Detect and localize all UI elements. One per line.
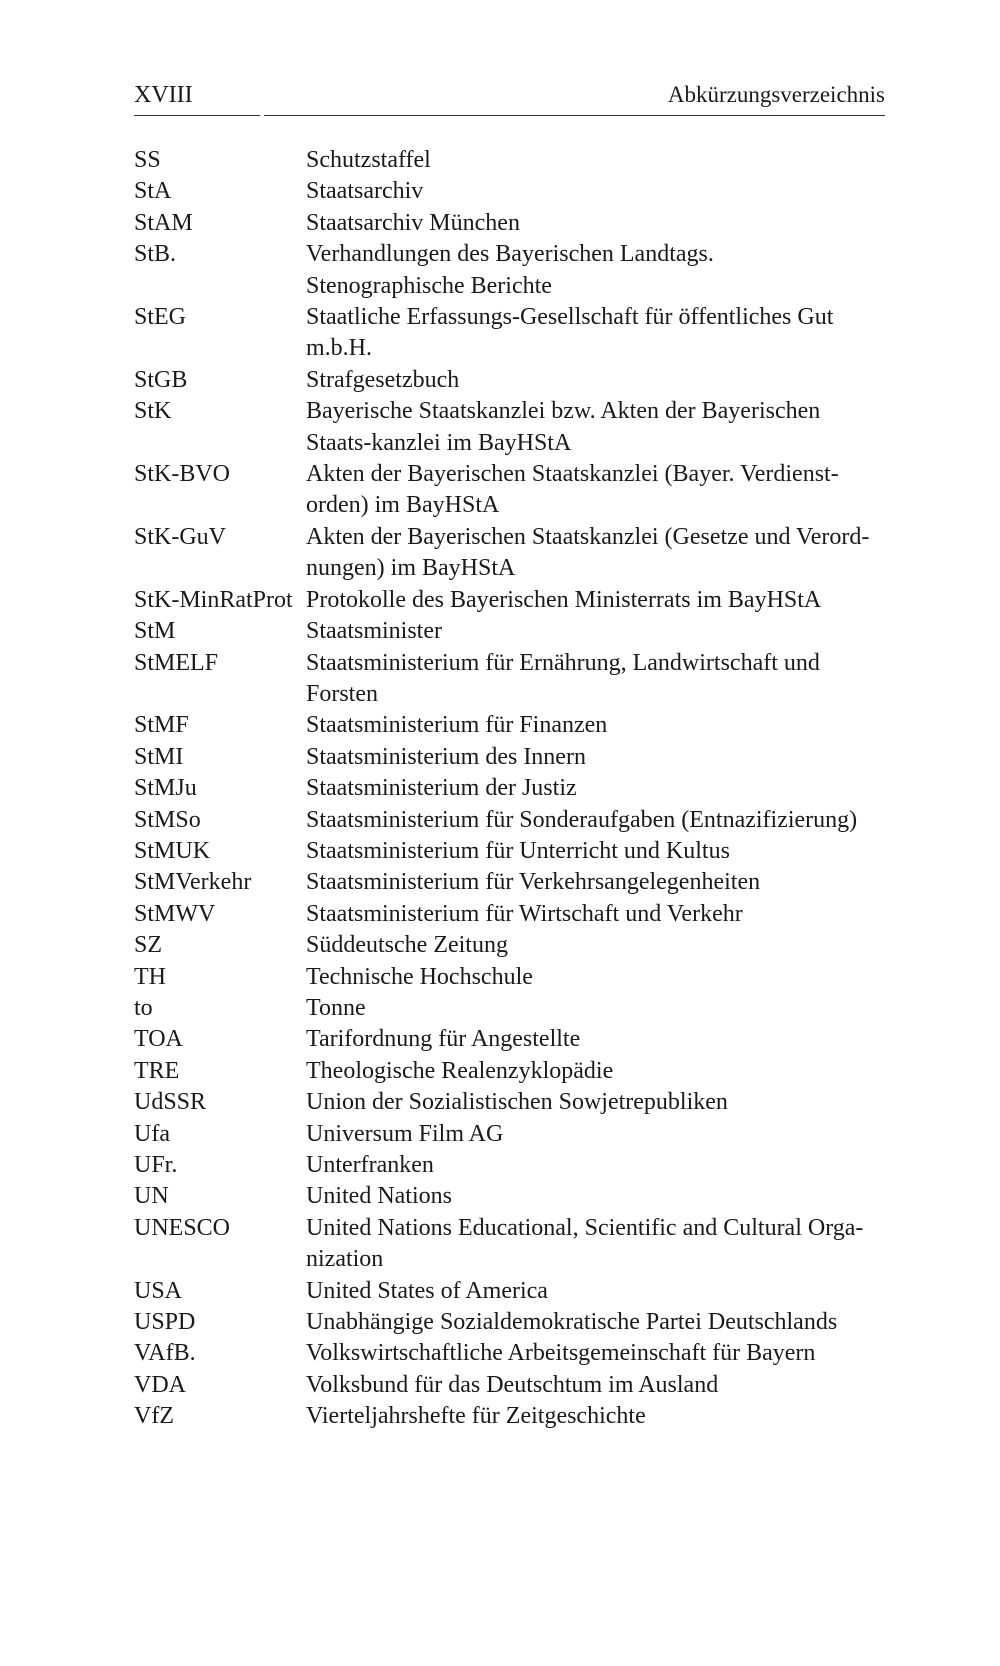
- abbreviation-entry: [134, 1181, 894, 1212]
- abbreviation-entry: [134, 208, 894, 239]
- abbreviation-expansion: United Nations: [306, 1183, 452, 1210]
- abbreviation-entry: [134, 239, 894, 302]
- abbreviation-term: TOA: [134, 1026, 183, 1053]
- abbreviation-expansion: Süddeutsche Zeitung: [306, 932, 508, 959]
- abbreviation-term: StMJu: [134, 775, 197, 802]
- abbreviation-entry: [134, 993, 894, 1024]
- abbreviation-entry: [134, 1056, 894, 1087]
- abbreviation-expansion: Staatsministerium für Sonderaufgaben (Entnazifizierung): [306, 806, 858, 833]
- abbreviation-entry: [134, 459, 894, 522]
- abbreviation-list: [134, 145, 894, 1433]
- abbreviation-expansion: Tonne: [306, 994, 366, 1021]
- abbreviation-entry: [134, 710, 894, 741]
- abbreviation-entry: [134, 1370, 894, 1401]
- abbreviation-term: UN: [134, 1183, 169, 1210]
- abbreviation-entry: [134, 1338, 894, 1369]
- abbreviation-expansion: Akten der Bayerischen Staatskanzlei (Bayer. Verdienst-orden) im BayHStA: [306, 461, 839, 519]
- abbreviation-entry: [134, 773, 894, 804]
- abbreviation-term: StMI: [134, 743, 184, 770]
- abbreviation-entry: [134, 1401, 894, 1432]
- abbreviation-term: StMF: [134, 712, 189, 739]
- abbreviation-term: TH: [134, 963, 166, 990]
- abbreviation-term: StAM: [134, 209, 193, 236]
- abbreviation-expansion: Protokolle des Bayerischen Ministerrats im BayHStA: [306, 586, 822, 613]
- abbreviation-expansion: Staatsministerium für Ernährung, Landwirtschaft und Forsten: [306, 649, 820, 707]
- abbreviation-term: StK-BVO: [134, 461, 231, 488]
- abbreviation-term: StK-GuV: [134, 523, 227, 550]
- abbreviation-term: UNESCO: [134, 1214, 231, 1241]
- abbreviation-expansion: Staatsministerium für Verkehrsangelegenheiten: [306, 869, 761, 896]
- abbreviation-entry: [134, 1024, 894, 1055]
- abbreviation-entry: [134, 1087, 894, 1118]
- abbreviation-expansion: Tarifordnung für Angestellte: [306, 1026, 581, 1053]
- abbreviation-expansion: Staatsministerium für Finanzen: [306, 712, 608, 739]
- abbreviation-term: UdSSR: [134, 1089, 207, 1116]
- abbreviation-term: StM: [134, 618, 176, 645]
- abbreviation-term: VfZ: [134, 1403, 174, 1430]
- abbreviation-term: VAfB.: [134, 1340, 196, 1367]
- abbreviation-entry: [134, 836, 894, 867]
- abbreviation-entry: [134, 1276, 894, 1307]
- abbreviation-entry: [134, 585, 894, 616]
- abbreviation-term: StA: [134, 178, 172, 205]
- abbreviation-entry: [134, 648, 894, 711]
- header-rule-right: [264, 115, 885, 116]
- abbreviation-expansion: Theologische Realenzyklopädie: [306, 1057, 614, 1084]
- abbreviation-term: StB.: [134, 241, 177, 268]
- abbreviation-expansion: Bayerische Staatskanzlei bzw. Akten der Bayerischen Staats-kanzlei im BayHStA: [306, 398, 821, 456]
- abbreviation-expansion: Volkswirtschaftliche Arbeitsgemeinschaft für Bayern: [306, 1340, 816, 1367]
- abbreviation-term: to: [134, 994, 153, 1021]
- abbreviation-expansion: United Nations Educational, Scientific and Cultural Orga-nization: [306, 1214, 864, 1273]
- abbreviation-expansion: Strafgesetzbuch: [306, 366, 460, 393]
- abbreviation-expansion: Staatsministerium für Unterricht und Kultus: [306, 837, 730, 864]
- abbreviation-entry: [134, 930, 894, 961]
- abbreviation-expansion: Volksbund für das Deutschtum im Ausland: [306, 1371, 719, 1398]
- abbreviation-expansion: Staatliche Erfassungs-Gesellschaft für öffentliches Gut m.b.H.: [306, 304, 834, 362]
- abbreviation-entry: [134, 1213, 894, 1276]
- abbreviation-term: StMELF: [134, 649, 219, 676]
- abbreviation-entry: [134, 145, 894, 176]
- abbreviation-term: Ufa: [134, 1120, 170, 1147]
- abbreviation-term: SZ: [134, 932, 163, 959]
- abbreviation-term: SS: [134, 147, 161, 173]
- running-title: Abkürzungsverzeichnis: [667, 82, 885, 107]
- abbreviation-entry: [134, 962, 894, 993]
- abbreviation-term: StMVerkehr: [134, 869, 252, 896]
- abbreviation-expansion: Staatsministerium für Wirtschaft und Verkehr: [306, 900, 743, 927]
- abbreviation-entry: [134, 742, 894, 773]
- abbreviation-entry: [134, 365, 894, 396]
- abbreviation-entry: [134, 899, 894, 930]
- abbreviation-term: StMUK: [134, 837, 211, 864]
- abbreviation-expansion: Staatsministerium der Justiz: [306, 775, 577, 802]
- abbreviation-expansion: Schutzstaffel: [306, 147, 431, 173]
- abbreviation-term: TRE: [134, 1057, 180, 1084]
- abbreviation-expansion: Vierteljahrshefte für Zeitgeschichte: [306, 1403, 646, 1430]
- abbreviation-expansion: Technische Hochschule: [306, 963, 533, 990]
- abbreviation-expansion: Staatsarchiv: [306, 178, 424, 205]
- abbreviation-expansion: Staatsarchiv München: [306, 209, 520, 236]
- abbreviation-entry: [134, 1307, 894, 1338]
- abbreviation-term: StEG: [134, 304, 187, 331]
- page-number: XVIII: [134, 82, 193, 108]
- abbreviation-entry: [134, 302, 894, 365]
- abbreviation-term: StMWV: [134, 900, 216, 927]
- abbreviation-expansion: Staatsministerium des Innern: [306, 743, 586, 770]
- abbreviation-expansion: Akten der Bayerischen Staatskanzlei (Gesetze und Verord-nungen) im BayHStA: [306, 523, 870, 582]
- abbreviation-entry: [134, 522, 894, 585]
- abbreviation-expansion: Unterfranken: [306, 1152, 434, 1178]
- abbreviation-term: StK: [134, 398, 172, 425]
- abbreviation-entry: [134, 805, 894, 836]
- abbreviation-expansion: Staatsminister: [306, 618, 442, 645]
- abbreviation-expansion: Verhandlungen des Bayerischen Landtags. Stenographische Berichte: [306, 241, 714, 299]
- abbreviation-entry: [134, 1119, 894, 1150]
- page-header: [134, 80, 885, 116]
- abbreviation-term: StMSo: [134, 806, 201, 833]
- abbreviation-term: USPD: [134, 1309, 196, 1336]
- abbreviation-expansion: Universum Film AG: [306, 1120, 504, 1147]
- abbreviation-entry: [134, 1150, 894, 1181]
- abbreviation-term: StGB: [134, 366, 188, 393]
- abbreviation-entry: [134, 396, 894, 459]
- abbreviation-entry: [134, 867, 894, 898]
- abbreviation-expansion: Union der Sozialistischen Sowjetrepubliken: [306, 1089, 728, 1116]
- abbreviation-term: UFr.: [134, 1152, 178, 1178]
- abbreviation-entry: [134, 176, 894, 207]
- abbreviation-term: StK-MinRatProt: [134, 586, 293, 613]
- abbreviation-term: VDA: [134, 1371, 186, 1398]
- header-rule-left: [134, 115, 260, 116]
- abbreviation-expansion: Unabhängige Sozialdemokratische Partei Deutschlands: [306, 1309, 838, 1336]
- abbreviation-expansion: United States of America: [306, 1277, 548, 1304]
- abbreviation-term: USA: [134, 1277, 183, 1304]
- abbreviation-entry: [134, 616, 894, 647]
